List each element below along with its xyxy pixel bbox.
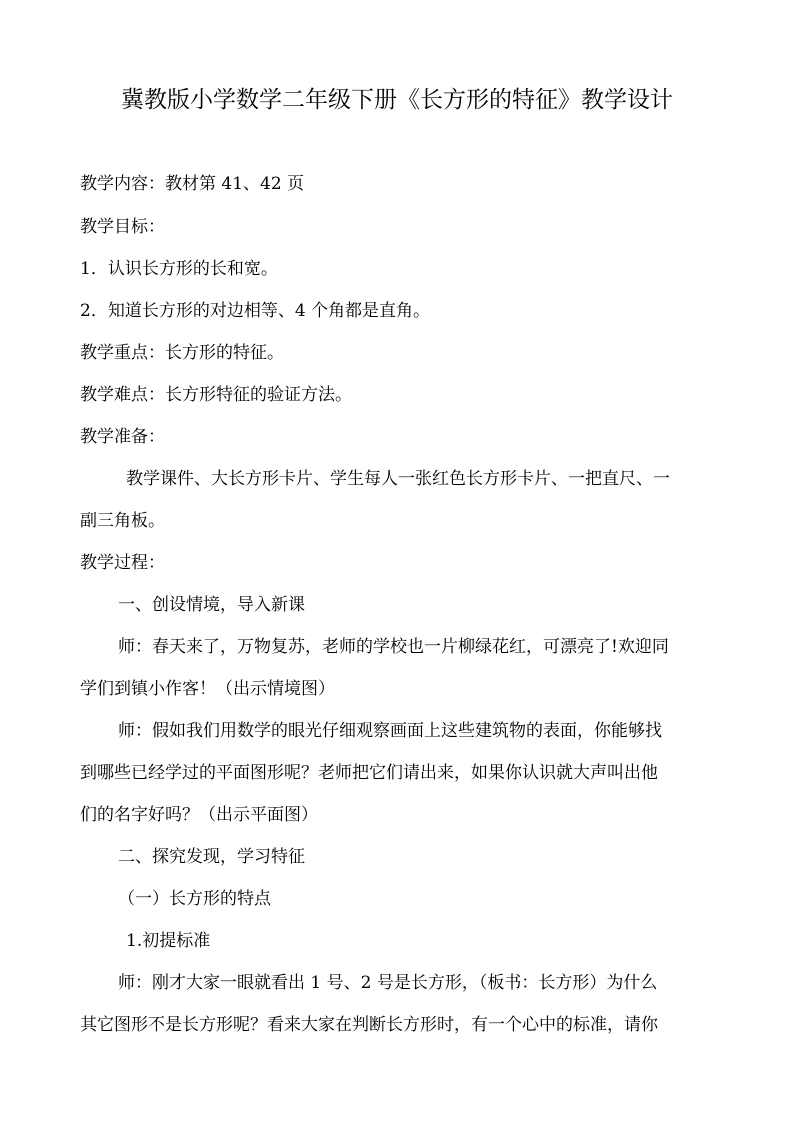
teacher-paragraph-3-line-1: 师：刚才大家一眼就看出 1 号、2 号是长方形，（板书：长方形）为什么 [118,973,658,993]
teaching-content-line: 教学内容：教材第 41、42 页 [80,174,305,194]
section-1-heading: 一、创设情境，导入新课 [118,595,305,615]
teacher-paragraph-2-line-2: 到哪些已经学过的平面图形呢？老师把它们请出来，如果你认识就大声叫出他 [80,763,658,783]
document-title: 冀教版小学数学二年级下册《长方形的特征》教学设计 [121,87,673,113]
section-2-heading: 二、探究发现，学习特征 [118,847,305,867]
teaching-process-heading: 教学过程： [80,553,165,573]
teaching-preparation-heading: 教学准备： [80,427,165,447]
teacher-paragraph-1-line-1: 师：春天来了，万物复苏，老师的学校也一片柳绿花红，可漂亮了!欢迎同 [118,637,669,657]
teacher-paragraph-1-line-2: 学们到镇小作客！（出示情境图） [80,679,335,699]
teacher-paragraph-2-line-1: 师：假如我们用数学的眼光仔细观察画面上这些建筑物的表面，你能够找 [118,721,662,741]
teacher-paragraph-3-line-2: 其它图形不是长方形呢？看来大家在判断长方形时，有一个心中的标准，请你 [80,1015,658,1035]
teaching-difficulty: 教学难点：长方形特征的验证方法。 [80,385,352,405]
subsection-item-1-heading: 1.初提标准 [126,931,211,951]
goal-item-1: 1．认识长方形的长和宽。 [80,259,278,279]
preparation-text-line-2: 副三角板。 [80,511,165,531]
goal-item-2: 2．知道长方形的对边相等、4 个角都是直角。 [80,301,431,321]
teaching-goals-heading: 教学目标： [80,217,165,237]
teaching-key-point: 教学重点：长方形的特征。 [80,343,284,363]
preparation-text-line-1: 教学课件、大长方形卡片、学生每人一张红色长方形卡片、一把直尺、一 [126,469,670,489]
subsection-1-heading: （一）长方形的特点 [118,889,271,909]
teacher-paragraph-2-line-3: 们的名字好吗？（出示平面图） [80,805,318,825]
